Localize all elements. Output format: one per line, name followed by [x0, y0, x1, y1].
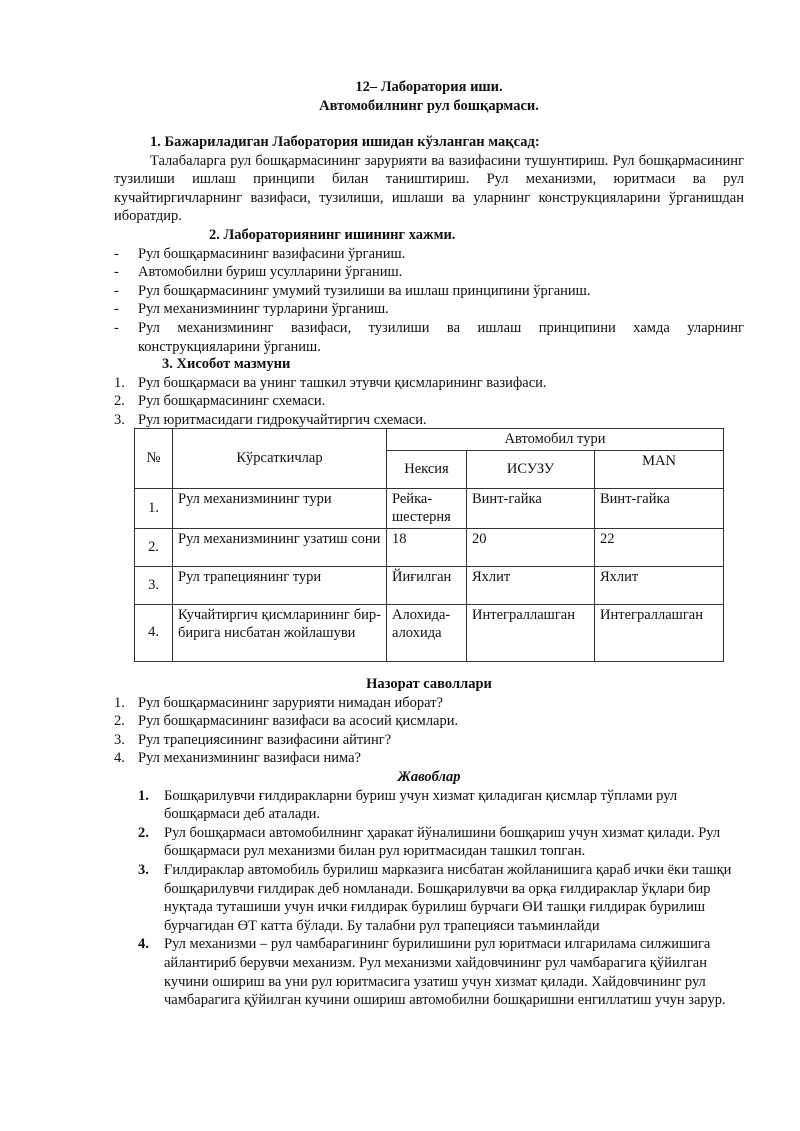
- section-scope: [114, 226, 744, 356]
- header-indicator: Кўрсаткичлар: [173, 429, 387, 489]
- document-title: [114, 78, 744, 115]
- section-report: [114, 355, 744, 429]
- list-item: 2. Рул бошқармасининг схемаси.: [114, 393, 326, 410]
- section-goal: [114, 133, 744, 226]
- section-goal-heading: 1. Бажариладиган Лаборатория ишидан кўзланган мақсад:: [150, 134, 540, 150]
- answers-list: [114, 787, 744, 1010]
- header-car-type: Автомобил тури: [387, 429, 724, 451]
- list-item: - Рул бошқармасининг умумий тузилиши ва ишлаш принципини ўрганиш.: [114, 282, 591, 299]
- control-list: [114, 694, 744, 768]
- list-item: 1. Рул бошқармаси ва унинг ташкил этувчи қисмларининг вазифаси.: [114, 374, 547, 391]
- list-item: - Рул бошқармасининг вазифасини ўрганиш.: [114, 245, 406, 262]
- list-item: 4. Рул механизмининг вазифаси нима?: [114, 750, 361, 767]
- list-item: 3. Ғилдираклар автомобиль бурилиш марказига нисбатан жойланишига қараб ички ёки ташқи бошқарилувчи ғилдирак деб номланади. Бошқарилувчи ва орқа ғилдираклар ўқлари бир нуқтада туташиши учун ички ғилдирак бурилиш бурчаги ӨИ ташқи ғилдирак бурилиш бурчагидан ӨТ катта бўлади. Бу талабни рул трапецияси таъминлайди: [138, 861, 732, 934]
- title-line-1: 12– Лаборатория иши.: [355, 79, 503, 95]
- table-row: 1. Рул механизмининг тури Рейка-шестерня Винт-гайка Винт-гайка: [135, 488, 724, 528]
- list-item: 2. Рул бошқармасининг вазифаси ва асосий қисмлари.: [114, 713, 459, 730]
- list-item: - Рул механизмининг турларини ўрганиш.: [114, 301, 389, 318]
- list-item: 4. Рул механизми – рул чамбарагининг бурилишини рул юритмаси илгарилама силжишига айлантириб берувчи механизм. Рул механизми хайдовчининг рул чамбарагига қўйилган кучини ошириш ва уни рул юритмасига узатиш учун хизмат қилади. Хайдовчининг рул чамбарагига қўйилган кучини ошириш автомобилни бошқаришни енгиллатиш учун зарур.: [138, 936, 726, 1009]
- table-header-row: [135, 429, 724, 451]
- list-item: 3. Рул юритмасидаги гидрокучайтиргич схемаси.: [114, 411, 427, 428]
- section-report-heading: 3. Хисобот мазмуни: [162, 356, 291, 372]
- header-number: №: [135, 429, 173, 489]
- section-answers: [114, 768, 744, 1010]
- section-goal-paragraph: Талабаларга рул бошқармасининг зарурияти ва вазифасини тушунтириш. Рул бошқармасининг тузилиши ишлаш принципи билан таништириш. Рул механизми, юритмаси ва рул кучайтиргичларнинг вазифаси, тузилиши, ишлаши ва уларнинг конструкцияларини ўрганишдан иборатдир.: [114, 152, 744, 225]
- list-item: 3. Рул трапециясининг вазифасини айтинг?: [114, 731, 392, 748]
- control-heading: Назорат саволлари: [366, 676, 492, 692]
- scope-list: [114, 245, 744, 357]
- section-scope-heading: 2. Лабораториянинг ишининг хажми.: [209, 227, 456, 243]
- list-item: 1. Рул бошқармасининг зарурияти нимадан иборат?: [114, 694, 443, 711]
- list-item: - Автомобилни буриш усулларини ўрганиш.: [114, 264, 403, 281]
- list-item: - Рул механизмининг вазифаси, тузилиши ва ишлаш принципини хамда уларнинг конструкцияларини ўрганиш.: [114, 319, 744, 355]
- table-row: 3. Рул трапециянинг тури Йиғилган Яхлит Яхлит: [135, 566, 724, 604]
- report-list: [114, 374, 744, 430]
- table-row: 4. Кучайтиргич қисмларининг бир-бирига нисбатан жойлашуви Алохида-алохида Интеграллашган Интеграллашган: [135, 604, 724, 661]
- comparison-table: [134, 428, 724, 662]
- table-row: 2. Рул механизмининг узатиш сони 18 20 22: [135, 528, 724, 566]
- list-item: 1. Бошқарилувчи ғилдиракларни буриш учун хизмат қиладиган қисмлар тўплами рул бошқармаси деб аталади.: [138, 787, 678, 823]
- header-car-1: Нексия: [387, 450, 467, 488]
- header-car-3: MAN: [595, 450, 724, 488]
- answers-heading: Жавоблар: [397, 769, 461, 785]
- list-item: 2. Рул бошқармаси автомобилнинг ҳаракат йўналишини бошқариш учун хизмат қилади. Рул бошқармаси рул механизми билан рул юритмасидан ташкил топган.: [138, 824, 721, 860]
- header-car-2: ИСУЗУ: [467, 450, 595, 488]
- section-control: [114, 675, 744, 768]
- title-line-2: Автомобилнинг рул бошқармаси.: [319, 97, 539, 114]
